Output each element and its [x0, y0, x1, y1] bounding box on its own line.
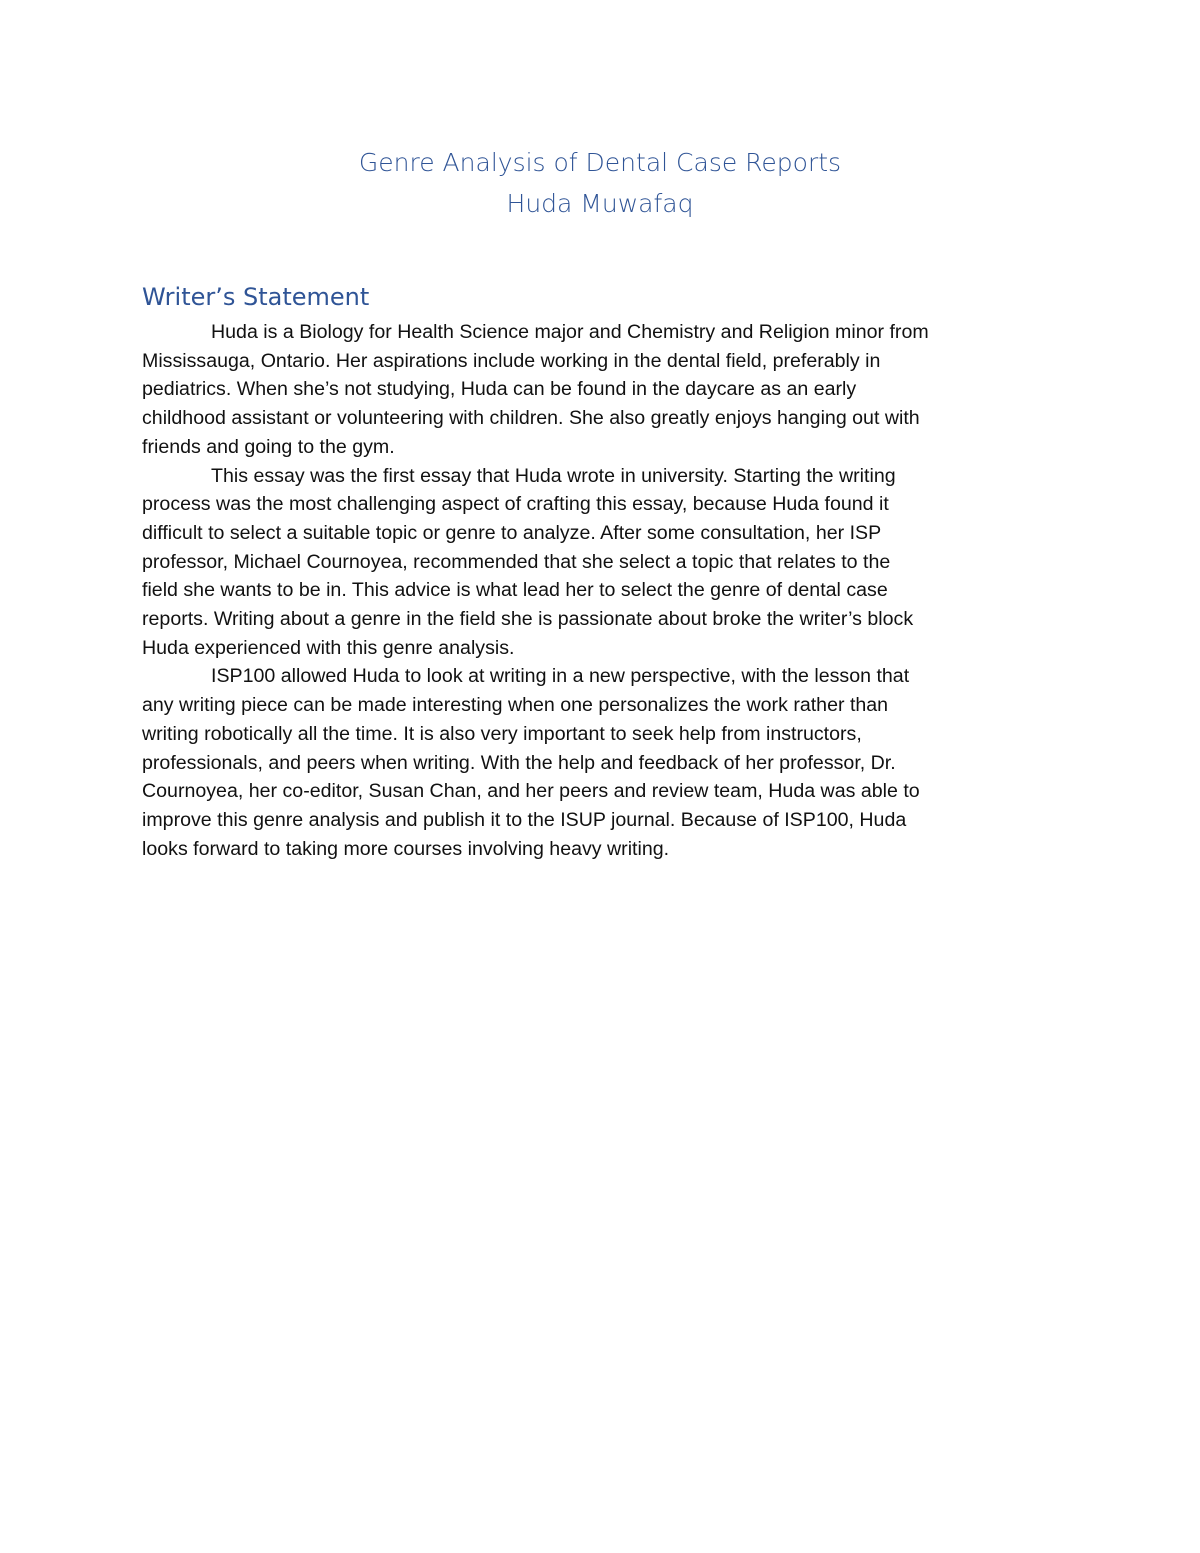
paragraph-line: any writing piece can be made interesting when one personalizes the work rather than [142, 694, 889, 717]
paragraph-line: ISP100 allowed Huda to look at writing in a new perspective, with the lesson that [211, 665, 910, 688]
paragraph-line: friends and going to the gym. [142, 435, 395, 458]
paragraph-line: Huda experienced with this genre analysis. [142, 636, 515, 659]
paragraph-1 [142, 318, 1062, 462]
paragraph-line: writing robotically all the time. It is also very important to seek help from instructors, [142, 722, 862, 745]
document-author: Huda Muwafaq [506, 189, 694, 218]
paragraph-line: reports. Writing about a genre in the field she is passionate about broke the writer’s block [142, 608, 914, 631]
paragraph-3 [142, 662, 1062, 863]
paragraph-2 [142, 462, 1062, 663]
writers-statement-body [142, 318, 1062, 863]
title-block [0, 142, 1200, 224]
paragraph-line: pediatrics. When she’s not studying, Huda can be found in the daycare as an early [142, 378, 857, 401]
paragraph-line: Cournoyea, her co-editor, Susan Chan, and her peers and review team, Huda was able to [142, 780, 920, 803]
paragraph-line: Mississauga, Ontario. Her aspirations include working in the dental field, preferably in [142, 349, 881, 372]
section-heading: Writer’s Statement [142, 283, 370, 311]
paragraph-line: professor, Michael Cournoyea, recommended that she select a topic that relates to the [142, 550, 891, 573]
paragraph-line: difficult to select a suitable topic or genre to analyze. After some consultation, her ISP [142, 521, 882, 544]
paragraph-line: This essay was the first essay that Huda wrote in university. Starting the writing [211, 464, 896, 487]
paragraph-line: professionals, and peers when writing. With the help and feedback of her professor, Dr. [142, 751, 896, 774]
paragraph-line: improve this genre analysis and publish it to the ISUP journal. Because of ISP100, Huda [142, 808, 907, 831]
paragraph-line: Huda is a Biology for Health Science major and Chemistry and Religion minor from [211, 321, 929, 343]
paragraph-line: field she wants to be in. This advice is what lead her to select the genre of dental case [142, 579, 888, 602]
paragraph-line: childhood assistant or volunteering with children. She also greatly enjoys hanging out with [142, 407, 920, 430]
paragraph-line: looks forward to taking more courses involving heavy writing. [142, 837, 670, 860]
paragraph-line: process was the most challenging aspect of crafting this essay, because Huda found it [142, 493, 889, 516]
document-title: Genre Analysis of Dental Case Reports [358, 148, 842, 177]
